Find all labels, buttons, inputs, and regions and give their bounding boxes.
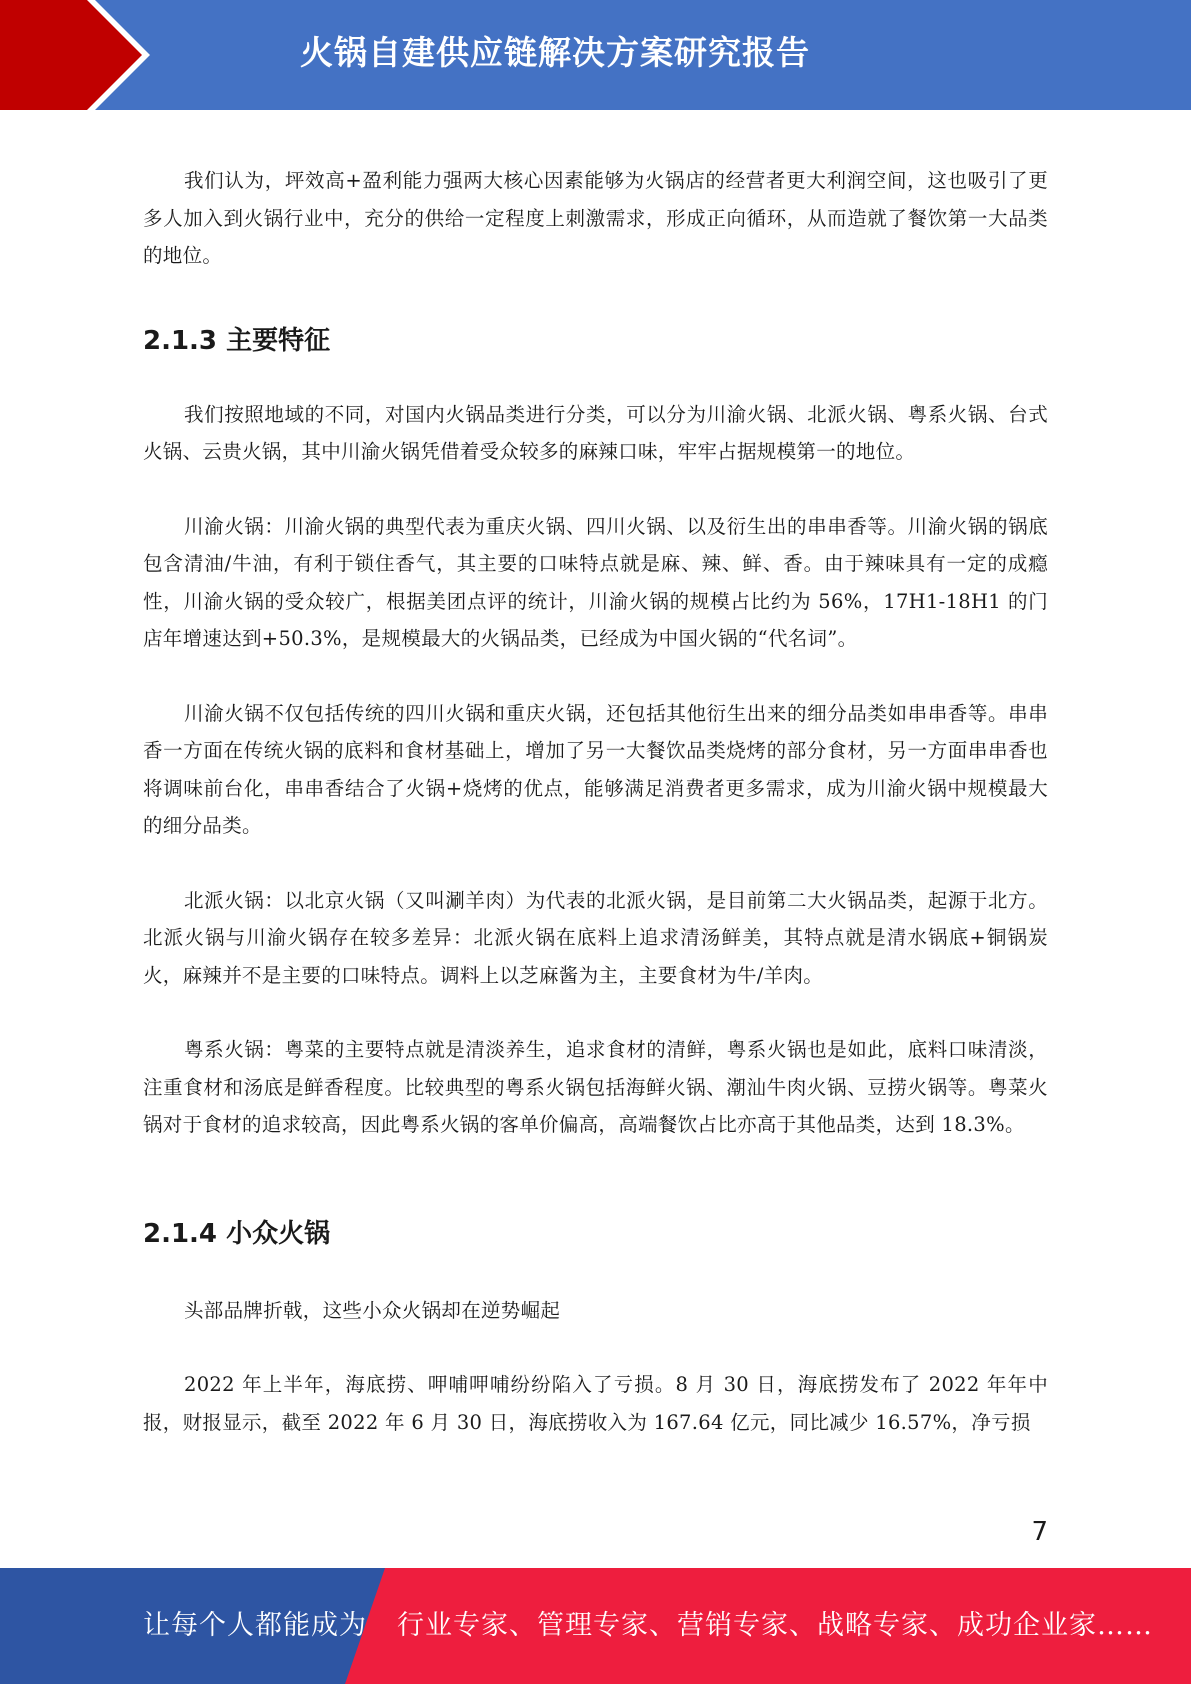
- paragraph-haidilao-losses: 2022 年上半年，海底捞、呷哺呷哺纷纷陷入了亏损。8 月 30 日，海底捞发布了 2022 年年中报，财报显示，截至 2022 年 6 月 30 日，海底捞收入为 167.64 亿元，同比减少 16.57%，净亏损: [143, 1373, 1048, 1434]
- paragraph-chuanchuanxiang: 川渝火锅不仅包括传统的四川火锅和重庆火锅，还包括其他衍生出来的细分品类如串串香等。串串香一方面在传统火锅的底料和食材基础上，增加了另一大餐饮品类烧烤的部分食材，另一方面串串香也将调味前台化，串串香结合了火锅+烧烤的优点，能够满足消费者更多需求，成为川渝火锅中规模最大的细分品类。: [143, 701, 1048, 837]
- paragraph-classification: 我们按照地域的不同，对国内火锅品类进行分类，可以分为川渝火锅、北派火锅、粤系火锅、台式火锅、云贵火锅，其中川渝火锅凭借着受众较多的麻辣口味，牢牢占据规模第一的地位。: [143, 402, 1048, 463]
- paragraph-subtitle: 头部品牌折戟，这些小众火锅却在逆势崛起: [184, 1298, 561, 1322]
- page-content: [143, 162, 1048, 1441]
- report-title: 火锅自建供应链解决方案研究报告: [300, 33, 810, 72]
- paragraph-yuexi-hotpot: 粤系火锅：粤菜的主要特点就是清淡养生，追求食材的清鲜，粤系火锅也是如此，底料口味清淡，注重食材和汤底是鲜香程度。比较典型的粤系火锅包括海鲜火锅、潮汕牛肉火锅、豆捞火锅等。粤菜火锅对于食材的追求较高，因此粤系火锅的客单价偏高，高端餐饮占比亦高于其他品类，达到 18.3%。: [143, 1038, 1048, 1136]
- footer-slogan-right: 行业专家、管理专家、营销专家、战略专家、成功企业家……: [397, 1610, 1153, 1641]
- section-heading-2-1-3: 2.1.3 主要特征: [143, 325, 331, 356]
- paragraph-conclusion: 我们认为，坪效高+盈利能力强两大核心因素能够为火锅店的经营者更大利润空间，这也吸引了更多人加入到火锅行业中，充分的供给一定程度上刺激需求，形成正向循环，从而造就了餐饮第一大品类的地位。: [143, 169, 1048, 267]
- page-number: 7: [1031, 1517, 1048, 1547]
- section-heading-2-1-4: 2.1.4 小众火锅: [143, 1218, 331, 1249]
- paragraph-chuanyu-hotpot: 川渝火锅：川渝火锅的典型代表为重庆火锅、四川火锅、以及衍生出的串串香等。川渝火锅的锅底包含清油/牛油，有利于锁住香气，其主要的口味特点就是麻、辣、鲜、香。由于辣味具有一定的成瘾性，川渝火锅的受众较广，根据美团点评的统计，川渝火锅的规模占比约为 56%，17H1-18H1 的门店年增速达到+50.3%，是规模最大的火锅品类，已经成为中国火锅的“代名词”。: [143, 514, 1048, 650]
- paragraph-beipai-hotpot: 北派火锅：以北京火锅（又叫涮羊肉）为代表的北派火锅，是目前第二大火锅品类，起源于北方。北派火锅与川渝火锅存在较多差异：北派火锅在底料上追求清汤鲜美，其特点就是清水锅底+铜锅炭火，麻辣并不是主要的口味特点。调料上以芝麻酱为主，主要食材为牛/羊肉。: [143, 888, 1048, 987]
- page-footer: [0, 1568, 1191, 1684]
- page-header: [0, 0, 1191, 110]
- header-chevron-arrow: [0, 0, 142, 110]
- footer-slogan-left: 让每个人都能成为: [143, 1610, 367, 1641]
